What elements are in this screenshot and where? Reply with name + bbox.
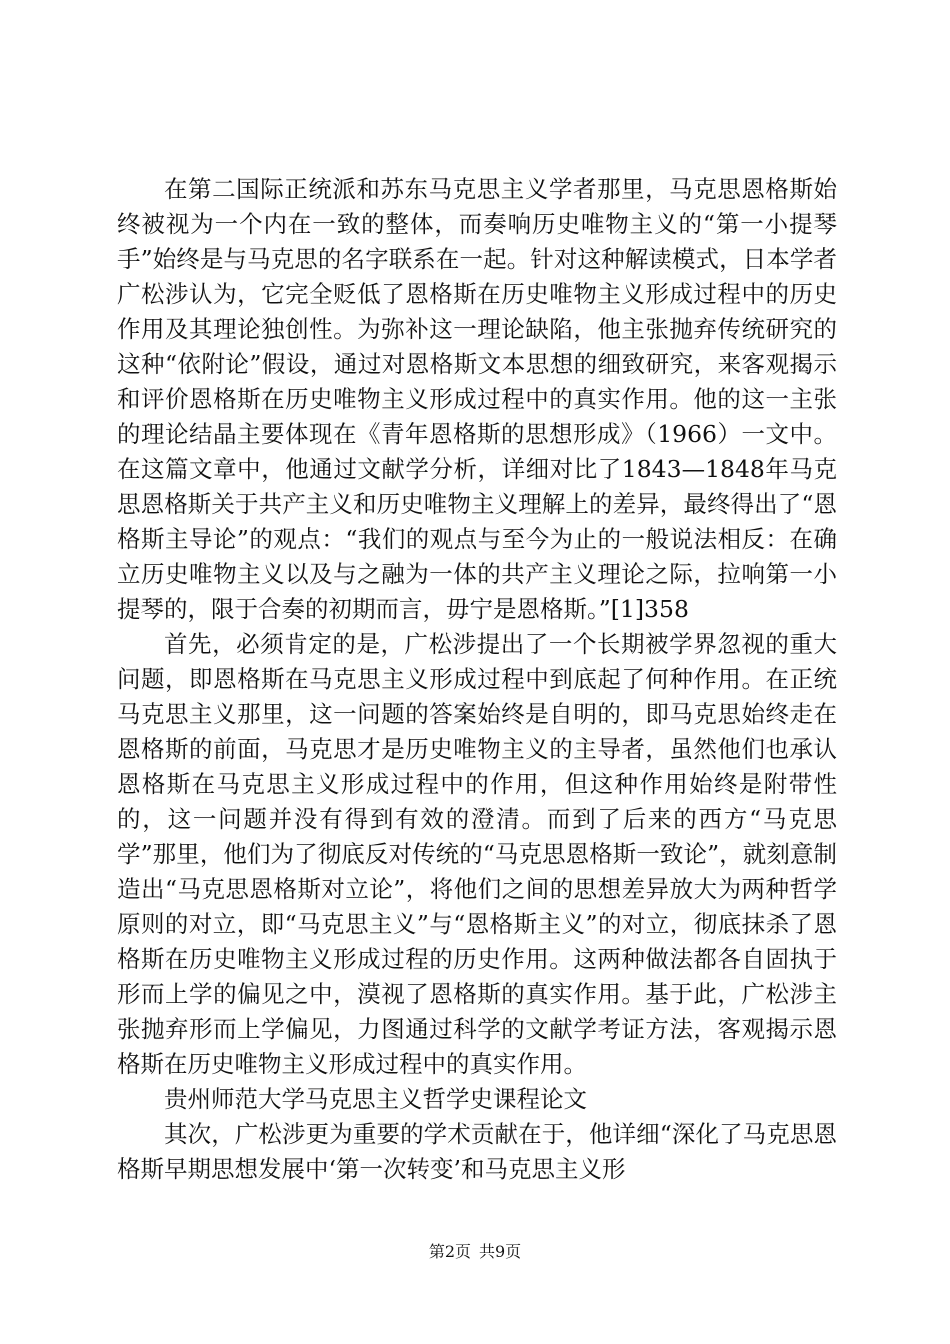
page-number-total: 共9页 — [479, 1242, 522, 1261]
paragraph-3: 其次，广松涉更为重要的学术贡献在于，他详细“深化了马克思恩格斯早期思想发展中‘第一次转变’和马克思主义形 — [117, 1120, 837, 1183]
document-body — [117, 172, 837, 1187]
paragraph-2: 首先，必须肯定的是，广松涉提出了一个长期被学界忽视的重大问题，即恩格斯在马克思主义形成过程中到底起了何种作用。在正统马克思主义那里，这一问题的答案始终是自明的，即马克思始终走在恩格斯的前面，马克思才是历史唯物主义的主导者，虽然他们也承认恩格斯在马克思主义形成过程中的作用，但这种作用始终是附带性的，这一问题并没有得到有效的澄清。而到了后来的西方“马克思学”那里，他们为了彻底反对传统的“马克思恩格斯一致论”，就刻意制造出“马克思恩格斯对立论”，将他们之间的思想差异放大为两种哲学原则的对立，即“马克思主义”与“恩格斯主义”的对立，彻底抹杀了恩格斯在历史唯物主义形成过程的历史作用。这两种做法都各自固执于形而上学的偏见之中，漠视了恩格斯的真实作用。基于此，广松涉主张抛弃形而上学偏见，力图通过科学的文献学考证方法，客观揭示恩格斯在历史唯物主义形成过程中的真实作用。 — [117, 630, 837, 1078]
paragraph-1: 在第二国际正统派和苏东马克思主义学者那里，马克思恩格斯始终被视为一个内在一致的整体，而奏响历史唯物主义的“第一小提琴手”始终是与马克思的名字联系在一起。针对这种解读模式，日本学者广松涉认为，它完全贬低了恩格斯在历史唯物主义形成过程中的历史作用及其理论独创性。为弥补这一理论缺陷，他主张抛弃传统研究的这种“依附论”假设，通过对恩格斯文本思想的细致研究，来客观揭示和评价恩格斯在历史唯物主义形成过程中的真实作用。他的这一主张的理论结晶主要体现在《青年恩格斯的思想形成》（1966）一文中。在这篇文章中，他通过文献学分析，详细对比了1843—1848年马克思恩格斯关于共产主义和历史唯物主义理解上的差异，最终得出了“恩格斯主导论”的观点：“我们的观点与至今为止的一般说法相反：在确立历史唯物主义以及与之融为一体的共产主义理论之际，拉响第一小提琴的，限于合奏的初期而言，毋宁是恩格斯。”[1]358 — [117, 175, 837, 623]
page-number-current: 第2页 — [428, 1242, 471, 1261]
section-heading: 贵州师范大学马克思主义哲学史课程论文 — [164, 1085, 587, 1113]
page-footer — [0, 1241, 950, 1263]
